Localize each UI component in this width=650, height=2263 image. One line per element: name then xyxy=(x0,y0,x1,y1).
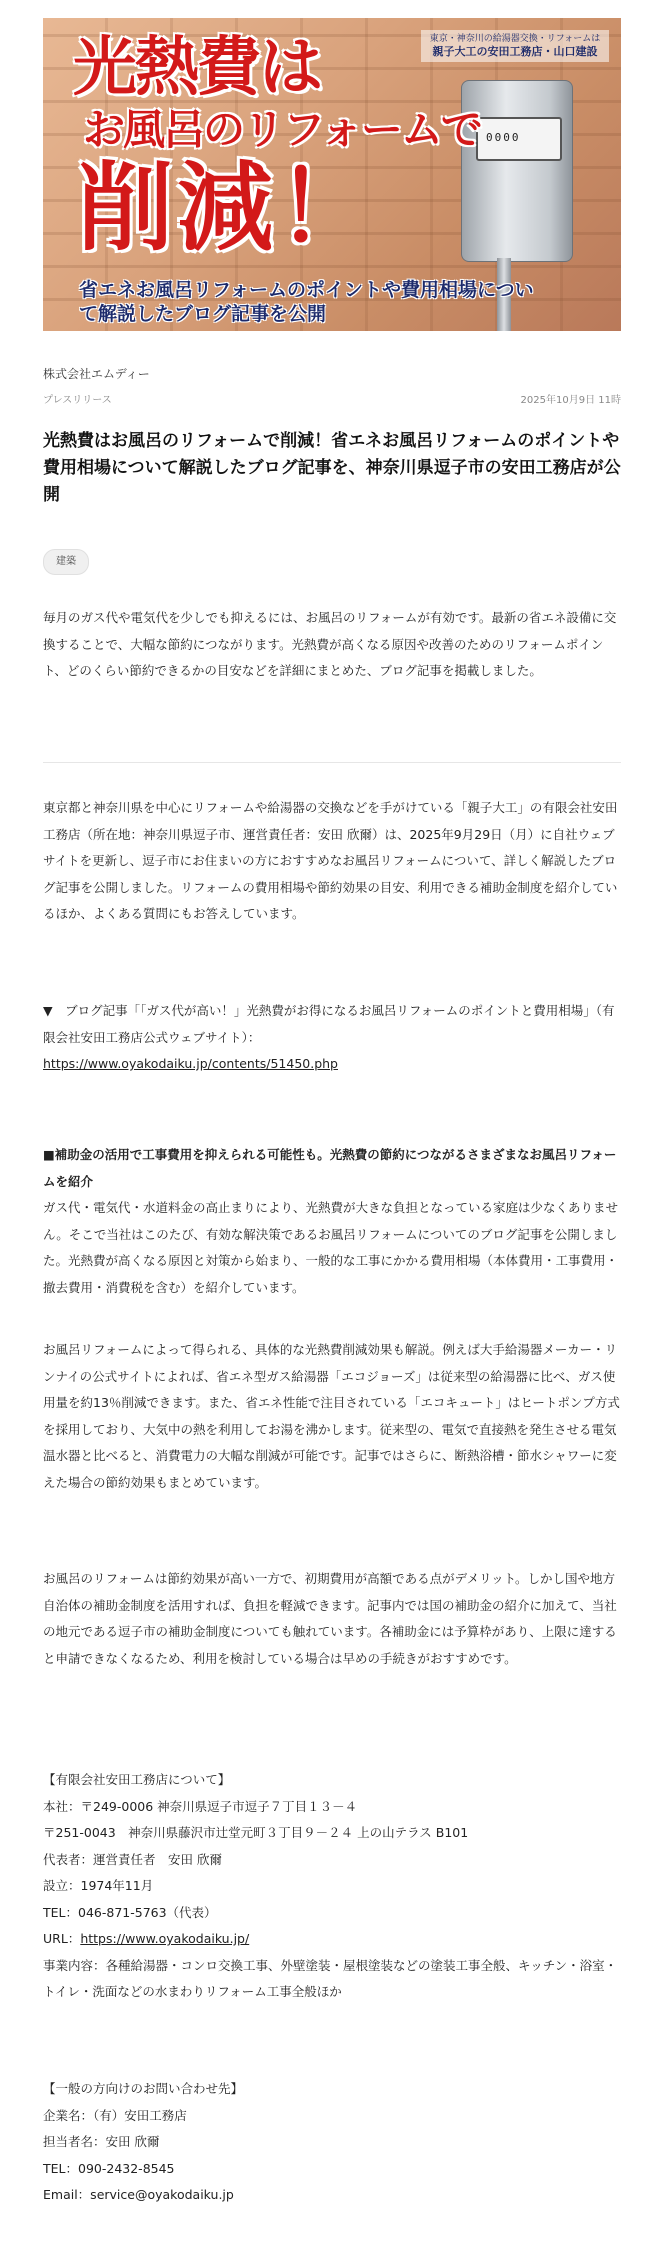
hero-brand-tagline: 東京・神奈川の給湯器交換・リフォームは xyxy=(429,34,601,44)
contact-heading: 【一般の方向けのお問い合わせ先】 xyxy=(43,2081,244,2096)
meter-dial xyxy=(476,117,562,161)
company-founded: 設立：1974年11月 xyxy=(43,1878,154,1893)
contact-block xyxy=(43,2076,621,2209)
divider xyxy=(43,762,621,763)
body-paragraph-3: お風呂のリフォームは節約効果が高い一方で、初期費用が高額である点がデメリット。しかし国や地方自治体の補助金制度を活用すれば、負担を軽減できます。記事内では国の補助金の紹介に加えて、当社の地元である逗子市の補助金制度についても触れています。各補助金には予算枠があり、上限に達すると申請できなくなるため、利用を検討している場合は早めの手続きがおすすめです。 xyxy=(43,1571,617,1666)
article-title: 光熱費はお風呂のリフォームで削減！省エネお風呂リフォームのポイントや費用相場について解説したブログ記事を、神奈川県逗子市の安田工務店が公開 xyxy=(43,431,621,505)
hero-headline-line2: お風呂のリフォームで xyxy=(83,105,481,154)
meter-digits: 0000 xyxy=(486,131,521,144)
company-branch-address: 〒251-0043 神奈川県藤沢市辻堂元町３丁目９－２４ 上の山テラス B101 xyxy=(43,1825,469,1840)
company-url-row xyxy=(43,1926,621,1953)
intro-paragraph: 東京都と神奈川県を中心にリフォームや給湯器の交換などを手がけている「親子大工」の有限会社安田工務店（所在地：神奈川県逗子市、運営責任者：安田 欣爾）は、2025年9月29日（月）に自社ウェブサイトを更新し、逗子市にお住まいの方におすすめなお風呂リフォームについて、詳しく解説したブログ記事を公開しました。リフォームの費用相場や節約効果の目安、利用できる補助金制度を紹介しているほか、よくある質問にもお答えしています。 xyxy=(43,800,618,921)
hero-banner xyxy=(43,18,621,331)
company-name[interactable]: 株式会社エムディー xyxy=(43,367,150,381)
section-heading: ■補助金の活用で工事費用を抑えられる可能性も。光熱費の節約につながるさまざまなお風呂リフォームを紹介 xyxy=(43,1147,617,1189)
company-representative: 代表者：運営責任者 安田 欣爾 xyxy=(43,1851,222,1867)
company-business: 事業内容：各種給湯器・コンロ交換工事、外壁塗装・屋根塗装などの塗装工事全般、キッチン・浴室・トイレ・洗面などの水まわりリフォーム工事全般ほか xyxy=(43,1957,618,1999)
blog-reference-text: ▼ ブログ記事「「ガス代が高い！」光熱費がお得になるお風呂リフォームのポイントと費用相場」（有限会社安田工務店公式ウェブサイト）： xyxy=(43,1003,615,1045)
company-url-label: URL： xyxy=(43,1931,81,1946)
blog-reference xyxy=(43,998,621,1078)
company-url-link[interactable]: https://www.oyakodaiku.jp/ xyxy=(80,1931,250,1946)
body-paragraph-2: お風呂リフォームによって得られる、具体的な光熱費削減効果も解説。例えば大手給湯器メーカー・リンナイの公式サイトによれば、省エネ型ガス給湯器「エコジョーズ」は従来型の給湯器に比べ、ガス使用量を約13％削減できます。また、省エネ性能で注目されている「エコキュート」はヒートポンプ方式を採用しており、大気中の熱を利用してお湯を沸かします。従来型の、電気で直接熱を発生させる電気温水器と比べると、消費電力の大幅な削減が可能です。記事ではさらに、断熱浴槽・節水シャワーに変えた場合の節約効果もまとめています。 xyxy=(43,1342,620,1490)
hero-headline-line3: 削減！ xyxy=(77,152,377,264)
hero-headline-line1: 光熱費は xyxy=(73,31,321,105)
hero-brand-name: 親子大工の安田工務店・山口建設 xyxy=(432,45,598,58)
body-paragraph-1: ガス代・電気代・水道料金の高止まりにより、光熱費が大きな負担となっている家庭は少なくありません。そこで当社はこのたび、有効な解決策であるお風呂リフォームについてのブログ記事を公開しました。光熱費が高くなる原因と対策から始まり、一般的な工事にかかる費用相場（本体費用・工事費用・撤去費用・消費税を含む）を紹介しています。 xyxy=(43,1200,619,1295)
hero-brand-box xyxy=(421,30,609,62)
company-info-block xyxy=(43,1767,621,2006)
company-hq-address: 本社：〒249-0006 神奈川県逗子市逗子７丁目１３－４ xyxy=(43,1798,358,1814)
contact-email: Email：service@oyakodaiku.jp xyxy=(43,2187,234,2202)
release-category: プレスリリース xyxy=(43,395,112,406)
contact-tel: TEL：090-2432-8545 xyxy=(43,2160,175,2176)
contact-company: 企業名：（有）安田工務店 xyxy=(43,2107,187,2123)
contact-person: 担当者名：安田 欣爾 xyxy=(43,2134,160,2149)
blog-article-link[interactable]: https://www.oyakodaiku.jp/contents/51450.php xyxy=(43,1056,338,1071)
company-tel: TEL：046-871-5763（代表） xyxy=(43,1904,217,1920)
company-info-heading: 【有限会社安田工務店について】 xyxy=(43,1772,231,1787)
hero-subtitle: 省エネお風呂リフォームのポイントや費用相場について解説したブログ記事を公開 xyxy=(79,279,534,325)
release-date: 2025年10月9日 11時 xyxy=(520,395,621,406)
lead-paragraph: 毎月のガス代や電気代を少しでも抑えるには、お風呂のリフォームが有効です。最新の省エネ設備に交換することで、大幅な節約につながります。光熱費が高くなる原因や改善のためのリフォームポイント、どのくらい節約できるかの目安などを詳細にまとめた、ブログ記事を掲載しました。 xyxy=(43,610,617,678)
category-tag[interactable]: 建築 xyxy=(43,549,89,575)
